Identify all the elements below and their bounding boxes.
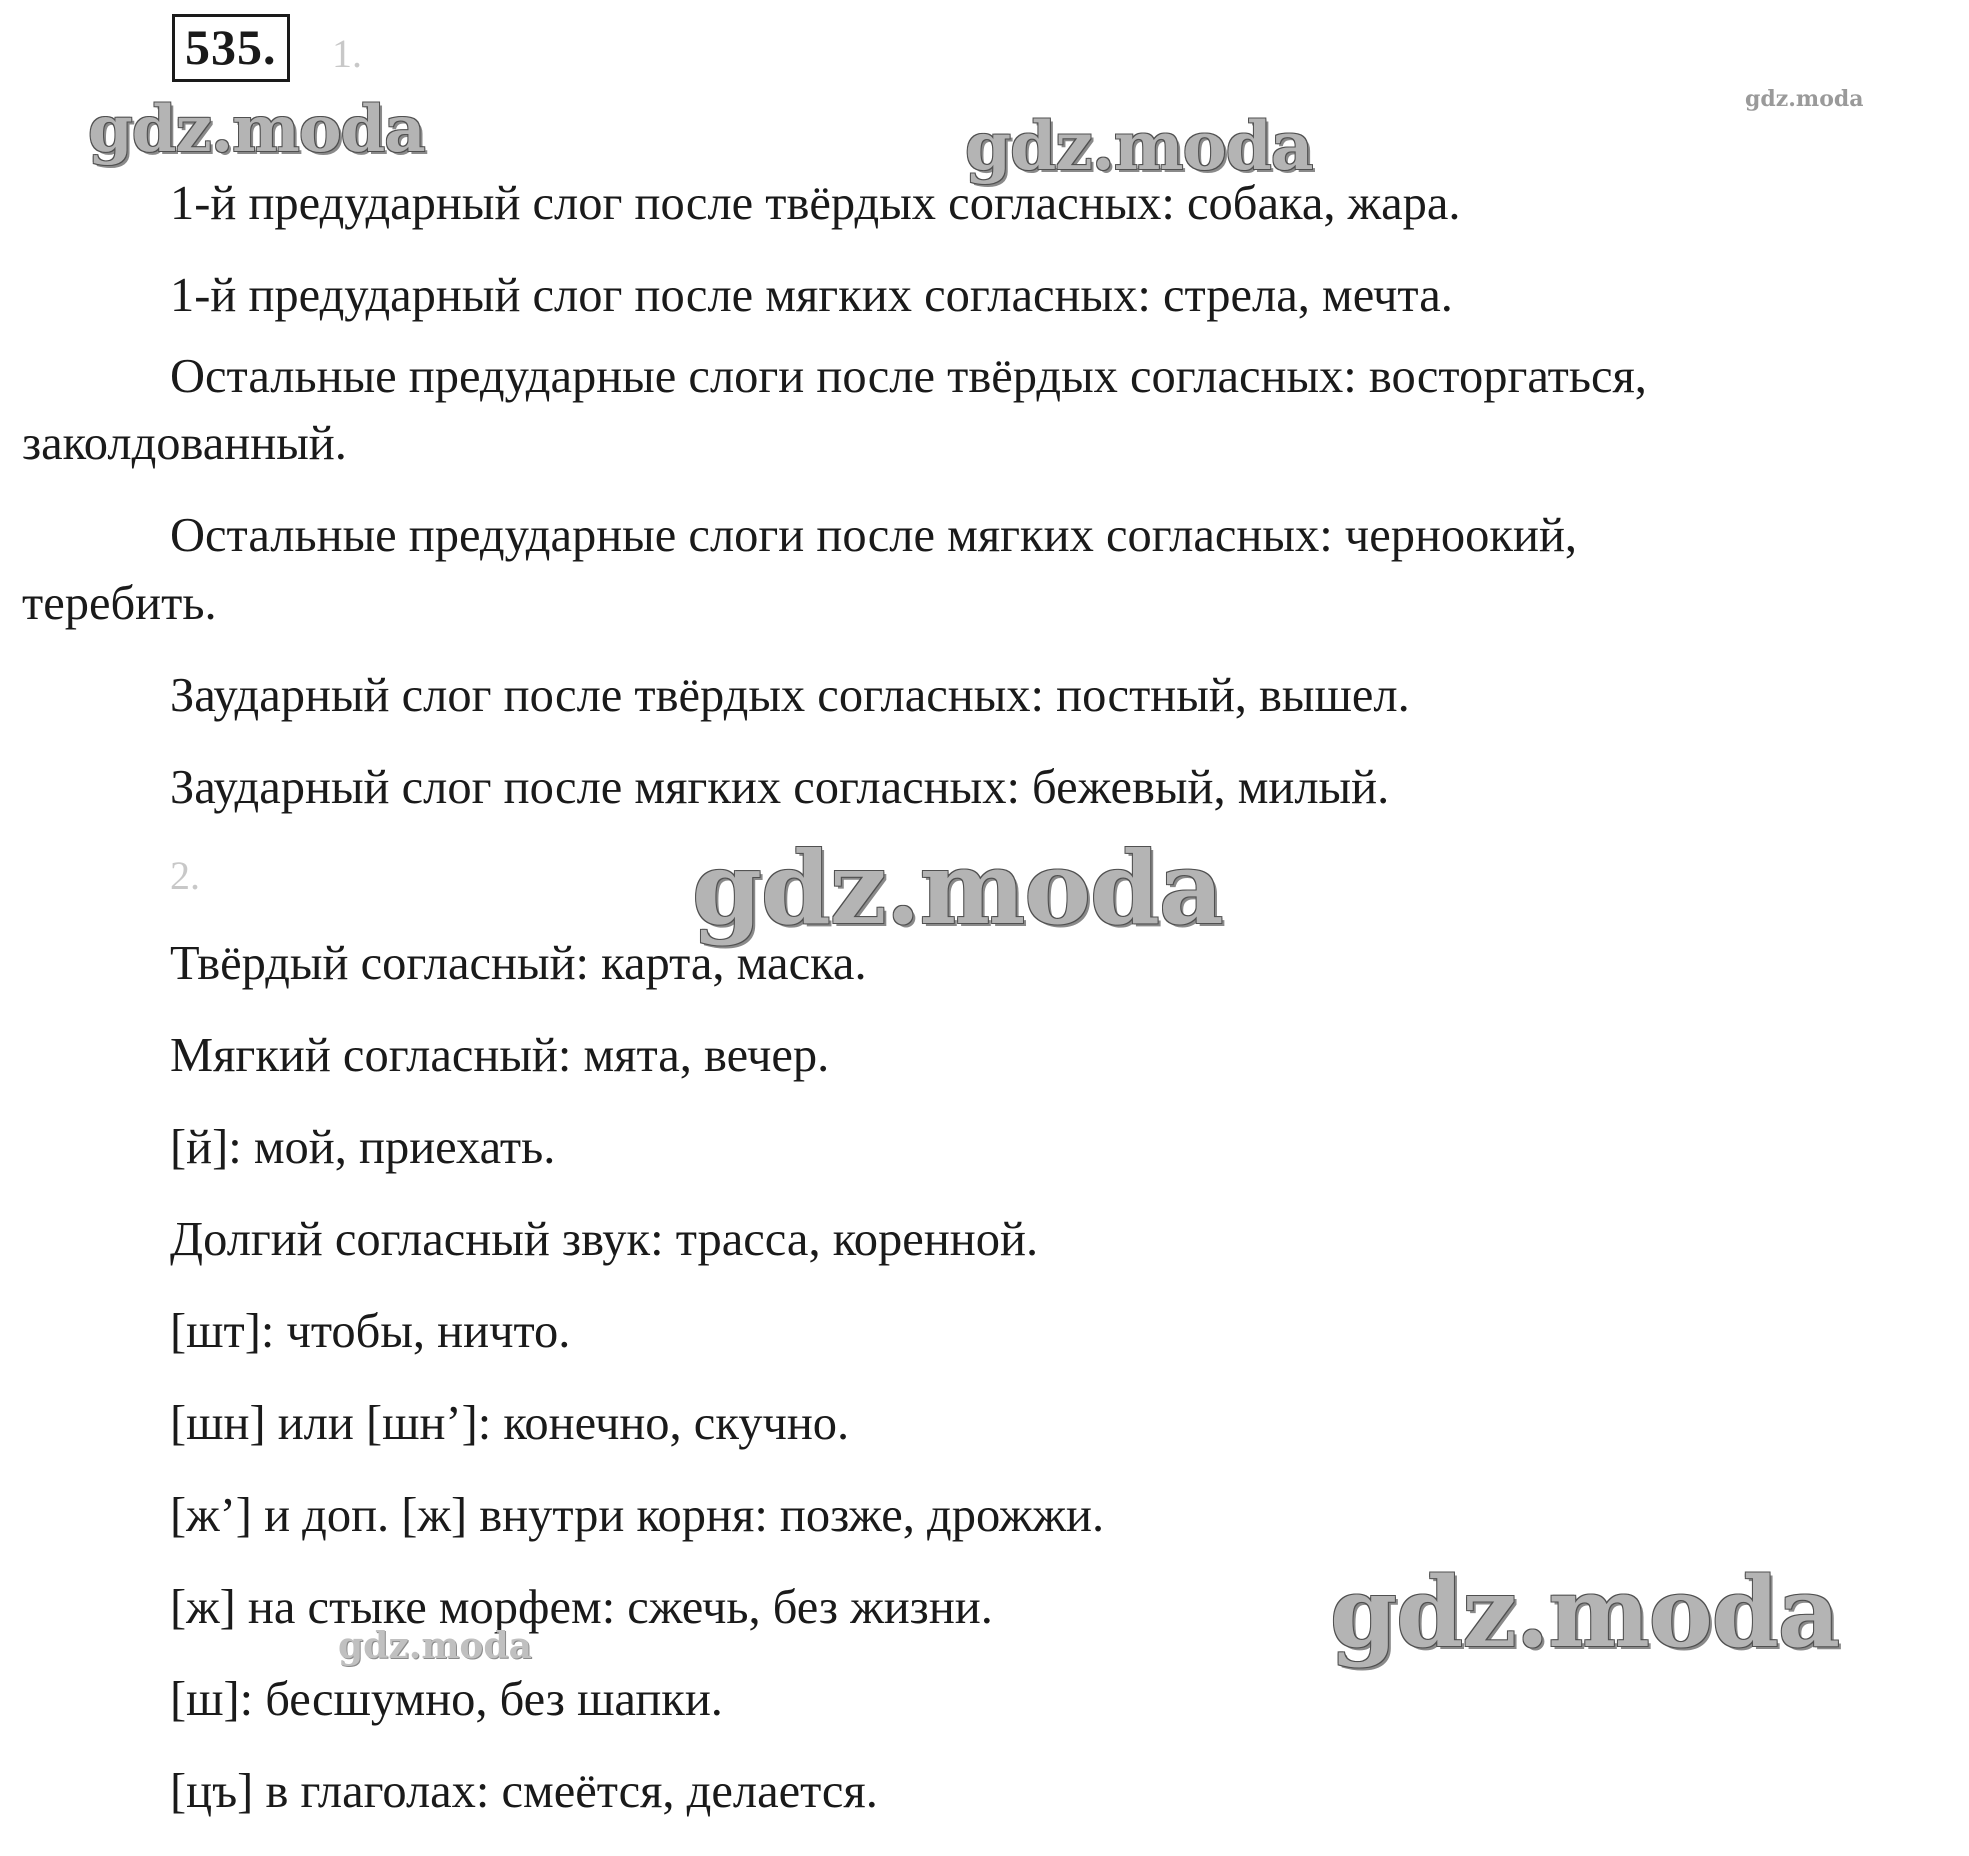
watermark: gdz.moda <box>338 1625 532 1667</box>
text-line: Заударный слог после твёрдых согласных: постный, вышел. <box>170 669 1410 722</box>
text-line: Остальные предударные слоги после мягких согласных: черноокий, <box>170 509 1578 562</box>
text-line: теребить. <box>22 577 217 630</box>
text-line: [ж] на стыке морфем: сжечь, без жизни. <box>170 1581 993 1634</box>
text-line: 1-й предударный слог после мягких согласных: стрела, мечта. <box>170 269 1453 322</box>
text-line: заколдованный. <box>22 417 347 470</box>
text-line: Твёрдый согласный: карта, маска. <box>170 937 867 990</box>
part-1-label: 1. <box>332 31 362 76</box>
text-line: 1-й предударный слог после твёрдых согласных: собака, жара. <box>170 177 1461 230</box>
watermark: gdz.moda <box>88 92 425 167</box>
text-line: [ш]: бесшумно, без шапки. <box>170 1673 723 1726</box>
task-number: 535. <box>172 14 290 82</box>
text-line: [й]: мой, приехать. <box>170 1121 556 1174</box>
text-line: [цъ] в глаголах: смеётся, делается. <box>170 1765 878 1818</box>
text-line: [шн] или [шн’]: конечно, скучно. <box>170 1397 850 1450</box>
text-line: [шт]: чтобы, ничто. <box>170 1305 571 1358</box>
watermark: gdz.moda <box>1330 1556 1840 1669</box>
text-line: [ж’] и доп. [ж] внутри корня: позже, дрожжи. <box>170 1489 1105 1542</box>
text-line: Долгий согласный звук: трасса, коренной. <box>170 1213 1039 1266</box>
watermark: gdz.moda <box>1745 86 1864 112</box>
text-line: Остальные предударные слоги после твёрдых согласных: восторгаться, <box>170 350 1647 403</box>
watermark: gdz.moda <box>965 107 1313 185</box>
text-line: Мягкий согласный: мята, вечер. <box>170 1029 830 1082</box>
part-2-label: 2. <box>170 853 200 898</box>
text-line: Заударный слог после мягких согласных: бежевый, милый. <box>170 761 1390 814</box>
watermark: gdz.moda <box>692 829 1223 947</box>
